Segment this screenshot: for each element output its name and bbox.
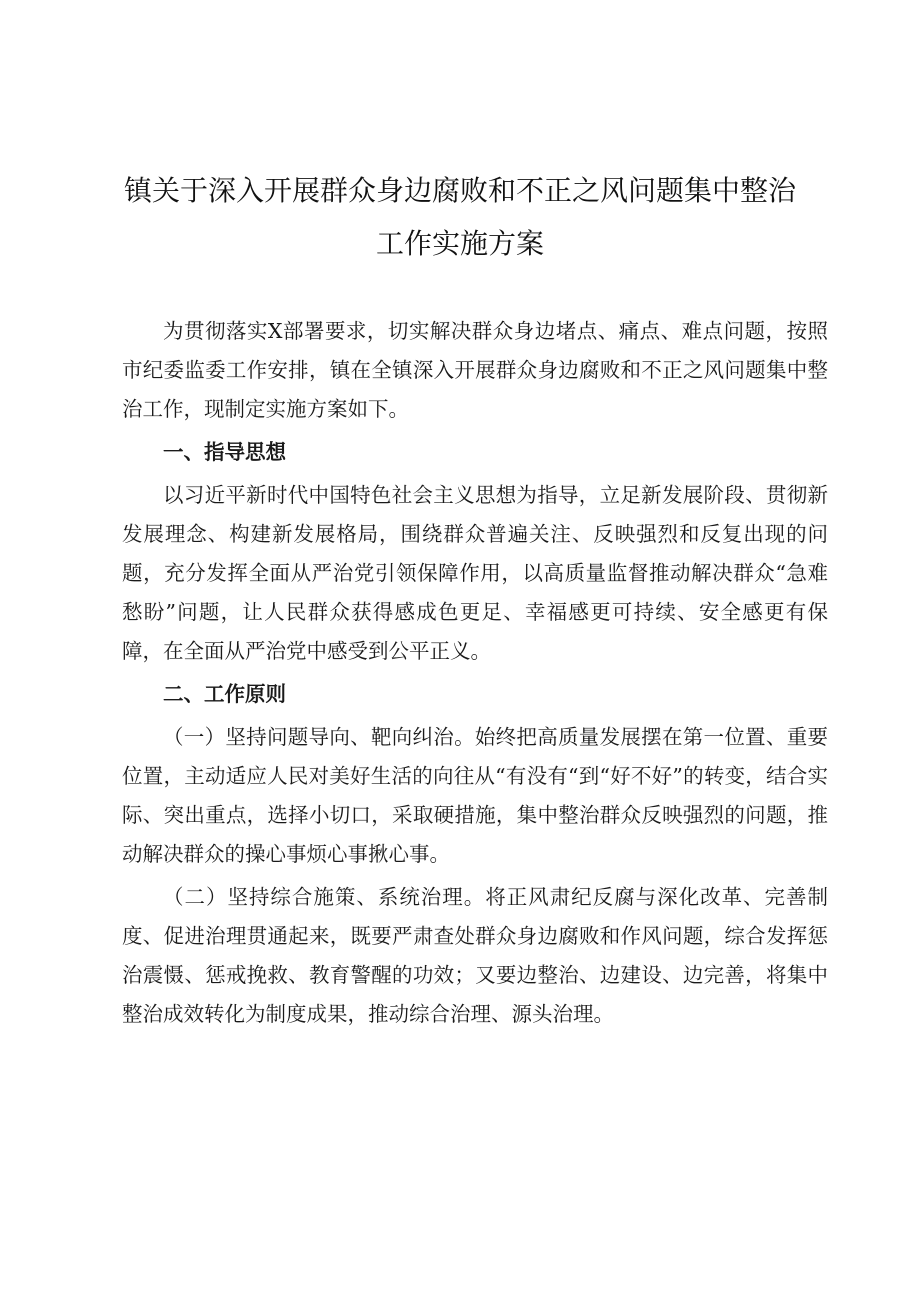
section-1-paragraph: 以习近平新时代中国特色社会主义思想为指导，立足新发展阶段、贯彻新发展理念、构建新发展格局，围绕群众普遍关注、反映强烈和反复出现的问题，充分发挥全面从严治党引领保障作用，以高质量监督推动解决群众“急难愁盼”问题，让人民群众获得感成色更足、幸福感更可持续、安全感更有保障，在全面从严治党中感受到公平正义。 [122, 483, 828, 663]
title-line-2: 工作实施方案 [375, 227, 544, 260]
intro-paragraph: 为贯彻落实X部署要求，切实解决群众身边堵点、痛点、难点问题，按照市纪委监委工作安排，镇在全镇深入开展群众身边腐败和不正之风问题集中整治工作，现制定实施方案如下。 [122, 319, 828, 421]
section-1-heading: 一、指导思想 [163, 440, 286, 464]
document-body [122, 312, 828, 1034]
principle-2-paragraph: （二）坚持综合施策、系统治理。将正风肃纪反腐与深化改革、完善制度、促进治理贯通起来，既要严肃查处群众身边腐败和作风问题，综合发挥惩治震慑、惩戒挽救、教育警醒的功效；又要边整治、边建设、边完善，将集中整治成效转化为制度成果，推动综合治理、源头治理。 [122, 885, 828, 1026]
title-line-1: 镇关于深入开展群众身边腐败和不正之风问题集中整治 [123, 174, 796, 207]
document-title [0, 164, 920, 270]
section-2-heading: 二、工作原则 [163, 682, 286, 706]
principle-1-paragraph: （一）坚持问题导向、靶向纠治。始终把高质量发展摆在第一位置、重要位置，主动适应人民对美好生活的向往从“有没有“到“好不好”的转变，结合实际、突出重点，选择小切口，采取硬措施，集中整治群众反映强烈的问题，推动解决群众的操心事烦心事揪心事。 [122, 725, 828, 866]
